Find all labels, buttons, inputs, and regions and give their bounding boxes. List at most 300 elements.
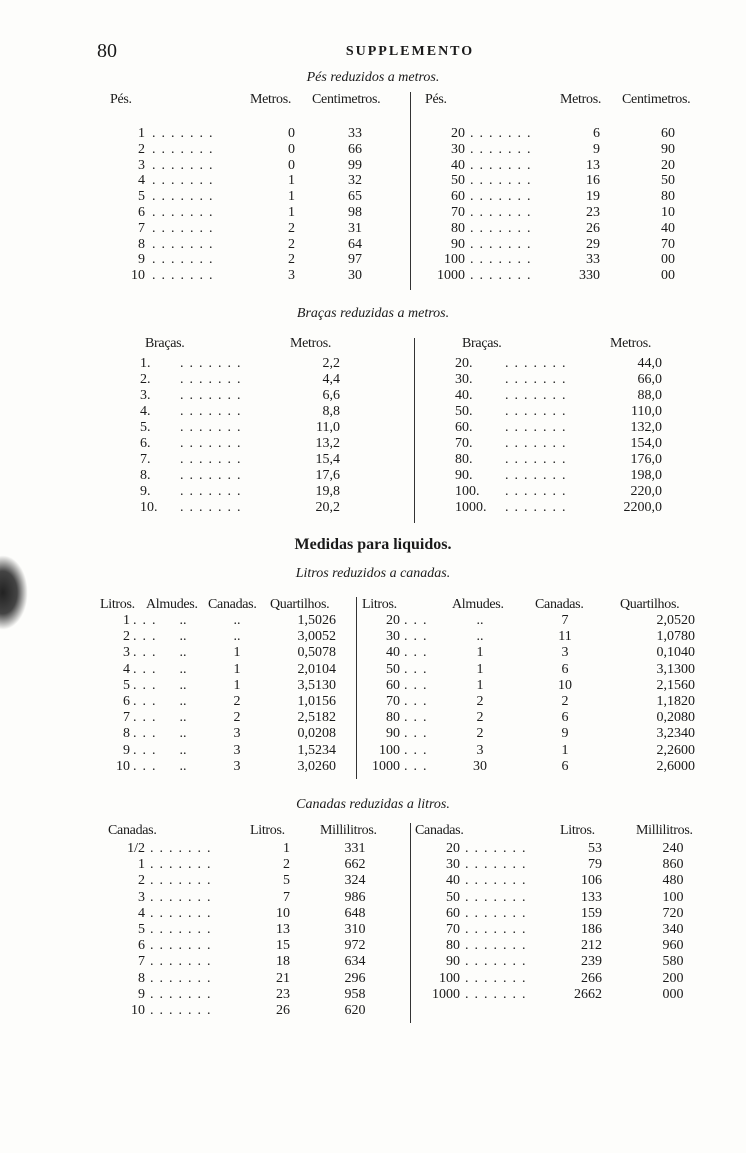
- table-cell: 50: [451, 173, 465, 189]
- table-cell: 132,0: [630, 420, 662, 435]
- table-row: [415, 126, 708, 141]
- leader-dots: .......: [465, 857, 532, 873]
- table-cell: 0,1040: [656, 645, 695, 661]
- column-divider: [410, 92, 411, 290]
- table-row: [100, 613, 336, 628]
- table-cell: 19: [586, 189, 600, 205]
- leader-dots: .......: [150, 905, 217, 921]
- table-cell: 9: [561, 726, 569, 742]
- table-cell: 30: [451, 141, 465, 157]
- table-row: [100, 971, 390, 986]
- table-cell: 26: [586, 220, 600, 236]
- table-cell: 8: [138, 970, 145, 986]
- leader-dots: .......: [150, 1003, 217, 1018]
- table-cell: 4: [123, 661, 130, 677]
- table-cell: 18: [276, 954, 290, 970]
- column-header: Millilitros.: [320, 823, 377, 838]
- table-cell: 23: [276, 986, 290, 1002]
- table-row: [412, 922, 708, 937]
- leader-dots: .......: [465, 889, 532, 905]
- table-cell: 21: [276, 970, 290, 986]
- table-cell: 53: [588, 841, 602, 856]
- table-cell: 720: [662, 905, 684, 921]
- table-cell: 212: [581, 938, 602, 954]
- table-cell: 20: [386, 613, 400, 628]
- table-cell: 239: [581, 954, 602, 970]
- table-cell: 13: [586, 157, 600, 173]
- table-row: [140, 452, 340, 467]
- leader-dots: .......: [152, 268, 219, 284]
- table-cell: 0,5078: [297, 645, 336, 661]
- table-cell: 40: [661, 220, 675, 236]
- table-row: [362, 662, 695, 677]
- table-cell: 30: [473, 758, 487, 774]
- column-divider: [410, 823, 411, 1023]
- table-cell: 2662: [574, 986, 602, 1002]
- table-cell: 10.: [140, 500, 158, 515]
- table-cell: 1: [561, 742, 569, 758]
- leader-dots: .......: [505, 500, 572, 515]
- table-row: [140, 484, 340, 499]
- table-cell: 3: [233, 742, 241, 758]
- table-cell: 19,8: [315, 484, 340, 499]
- table-row: [100, 252, 395, 267]
- table-row: [100, 237, 395, 252]
- leader-dots: .......: [470, 220, 537, 236]
- leader-dots: .......: [152, 141, 219, 157]
- table-cell: 1: [476, 661, 484, 677]
- leader-dots: .......: [180, 452, 247, 467]
- table-cell: 240: [662, 841, 684, 856]
- column-divider: [414, 338, 415, 523]
- table-row: [100, 678, 336, 693]
- table-cell: 44,0: [637, 356, 662, 371]
- table-cell: 5: [138, 922, 145, 937]
- leader-dots: ...: [404, 645, 433, 661]
- table-row: [455, 372, 662, 387]
- table-cell: 7: [138, 220, 145, 236]
- column-header: Quartilhos.: [620, 597, 680, 612]
- table-row: [415, 189, 708, 204]
- table-cell: 2: [283, 857, 290, 873]
- table-row: [362, 645, 695, 660]
- table-row: [100, 1003, 390, 1018]
- leader-dots: .......: [150, 938, 217, 954]
- table-row: [415, 221, 708, 236]
- leader-dots: .......: [150, 857, 217, 873]
- table-cell: 310: [344, 922, 366, 937]
- table-cell: 70: [451, 205, 465, 220]
- table-cell: 662: [344, 857, 366, 873]
- table-cell: 23: [586, 205, 600, 220]
- table-row: [100, 694, 336, 709]
- leader-dots: ...: [404, 677, 433, 693]
- table-row: [455, 484, 662, 499]
- leader-dots: .......: [152, 220, 219, 236]
- table-cell: 3,0260: [297, 758, 336, 774]
- column-header: Almudes.: [452, 597, 504, 612]
- table-row: [100, 873, 390, 888]
- table-cell: ..: [179, 694, 187, 709]
- table-cell: 11: [558, 629, 572, 645]
- table-cell: 10: [558, 677, 572, 693]
- table-cell: 198,0: [630, 468, 662, 483]
- table-cell: 3: [233, 726, 241, 742]
- leader-dots: ...: [404, 694, 433, 709]
- table-cell: 30: [386, 629, 400, 645]
- table-cell: 10: [116, 758, 130, 774]
- table-cell: 2: [288, 220, 295, 236]
- leader-dots: .......: [152, 173, 219, 189]
- table-row: [362, 759, 695, 774]
- table-cell: 15: [276, 938, 290, 954]
- column-header: Almudes.: [146, 597, 198, 612]
- table-row: [100, 759, 336, 774]
- table-row: [362, 726, 695, 741]
- table-cell: 5: [123, 677, 130, 693]
- table-row: [455, 452, 662, 467]
- table-cell: 0,2080: [656, 710, 695, 726]
- table-cell: 3,1300: [656, 661, 695, 677]
- table-cell: 634: [344, 954, 366, 970]
- leader-dots: ...: [404, 629, 433, 645]
- table-cell: 50.: [455, 404, 473, 419]
- table-cell: 2: [288, 252, 295, 268]
- table-row: [362, 743, 695, 758]
- table-cell: 296: [344, 970, 366, 986]
- table-cell: 1000: [432, 986, 460, 1002]
- leader-dots: .......: [470, 126, 537, 141]
- table-row: [415, 173, 708, 188]
- leader-dots: .......: [150, 954, 217, 970]
- column-header: Centimetros.: [312, 92, 381, 107]
- leader-dots: .......: [180, 372, 247, 387]
- table-cell: 79: [588, 857, 602, 873]
- table-cell: 3: [123, 645, 130, 661]
- table-cell: 50: [386, 661, 400, 677]
- table-cell: 1,1820: [656, 694, 695, 709]
- section-title: Medidas para liquidos.: [294, 536, 452, 553]
- table-row: [362, 629, 695, 644]
- table-cell: 30: [348, 268, 362, 284]
- column-header: Litros.: [100, 597, 135, 612]
- table-cell: 186: [581, 922, 602, 937]
- table-row: [100, 629, 336, 644]
- table-row: [100, 662, 336, 677]
- table-cell: ..: [179, 742, 187, 758]
- leader-dots: .......: [505, 484, 572, 499]
- table-cell: 3: [138, 157, 145, 173]
- table-cell: 31: [348, 220, 362, 236]
- table-cell: 10: [131, 268, 145, 284]
- table-row: [362, 678, 695, 693]
- table-cell: 33: [586, 252, 600, 268]
- table-cell: ..: [179, 629, 187, 645]
- table-cell: 6: [593, 126, 600, 141]
- table-cell: 30.: [455, 372, 473, 387]
- table-cell: ..: [233, 613, 241, 628]
- leader-dots: .......: [505, 356, 572, 371]
- table-cell: 2,6000: [656, 758, 695, 774]
- table-cell: 30: [446, 857, 460, 873]
- table-cell: 90.: [455, 468, 473, 483]
- table-row: [100, 645, 336, 660]
- table-cell: 6: [561, 661, 569, 677]
- table-cell: 60: [446, 905, 460, 921]
- table-cell: 331: [344, 841, 366, 856]
- table-cell: 972: [344, 938, 366, 954]
- column-header: Canadas.: [415, 823, 464, 838]
- table-cell: 1000.: [455, 500, 487, 515]
- table-row: [100, 126, 395, 141]
- table-cell: 2: [123, 629, 130, 645]
- leader-dots: .......: [465, 922, 532, 937]
- leader-dots: .......: [505, 372, 572, 387]
- leader-dots: .......: [470, 189, 537, 205]
- column-header: Pés.: [110, 92, 132, 107]
- leader-dots: ...: [404, 661, 433, 677]
- table-cell: 133: [581, 889, 602, 905]
- table-cell: 40.: [455, 388, 473, 403]
- table-cell: 1000: [437, 268, 465, 284]
- table-cell: 20,2: [315, 500, 340, 515]
- table-row: [100, 890, 390, 905]
- table-cell: 1000: [372, 758, 400, 774]
- table-cell: 10: [131, 1003, 145, 1018]
- leader-dots: .......: [152, 205, 219, 220]
- caption-bracas: Braças reduzidas a metros.: [296, 306, 450, 321]
- leader-dots: .......: [505, 388, 572, 403]
- table-cell: 65: [348, 189, 362, 205]
- table-cell: 17,6: [315, 468, 340, 483]
- table-cell: 20: [661, 157, 675, 173]
- table-cell: 110,0: [631, 404, 662, 419]
- table-cell: ..: [179, 661, 187, 677]
- leader-dots: .......: [180, 484, 247, 499]
- column-header: Litros.: [250, 823, 285, 838]
- table-cell: 4.: [140, 404, 151, 419]
- leader-dots: .......: [152, 126, 219, 141]
- table-cell: 3,0052: [297, 629, 336, 645]
- table-cell: 8: [123, 726, 130, 742]
- table-cell: 4,4: [322, 372, 340, 387]
- caption-canadas: Canadas reduzidas a litros.: [296, 797, 450, 812]
- table-cell: 50: [446, 889, 460, 905]
- table-cell: ..: [179, 758, 187, 774]
- leader-dots: .......: [470, 157, 537, 173]
- table-cell: 3.: [140, 388, 151, 403]
- table-row: [455, 500, 662, 515]
- table-cell: 1: [138, 857, 145, 873]
- table-cell: 7: [123, 710, 130, 726]
- leader-dots: .......: [180, 500, 247, 515]
- table-cell: 88,0: [637, 388, 662, 403]
- table-row: [412, 954, 708, 969]
- table-row: [100, 906, 390, 921]
- table-cell: 1: [283, 841, 290, 856]
- leader-dots: .......: [152, 236, 219, 252]
- leader-dots: .......: [505, 452, 572, 467]
- column-header: Metros.: [560, 92, 602, 107]
- leader-dots: .......: [180, 468, 247, 483]
- table-cell: 480: [662, 873, 684, 889]
- leader-dots: .......: [465, 841, 532, 856]
- table-cell: 1,0780: [656, 629, 695, 645]
- table-cell: 8: [138, 236, 145, 252]
- table-cell: 6,6: [322, 388, 340, 403]
- column-header: Pés.: [425, 92, 447, 107]
- table-row: [415, 252, 708, 267]
- table-cell: 6: [561, 758, 569, 774]
- leader-dots: .......: [465, 986, 532, 1002]
- leader-dots: .......: [505, 436, 572, 451]
- table-cell: 15,4: [315, 452, 340, 467]
- running-head: SUPPLEMENTO: [345, 44, 475, 59]
- column-header: Litros.: [560, 823, 595, 838]
- table-row: [100, 954, 390, 969]
- table-cell: 4: [138, 905, 145, 921]
- column-header: Canadas.: [208, 597, 257, 612]
- table-cell: 00: [661, 268, 675, 284]
- table-cell: 64: [348, 236, 362, 252]
- table-cell: 3: [288, 268, 295, 284]
- leader-dots: ...: [404, 726, 433, 742]
- leader-dots: .......: [465, 970, 532, 986]
- table-cell: 7: [283, 889, 290, 905]
- table-cell: 66: [348, 141, 362, 157]
- table-cell: 9: [123, 742, 130, 758]
- table-cell: 7.: [140, 452, 151, 467]
- table-cell: 960: [662, 938, 684, 954]
- table-cell: 10: [276, 905, 290, 921]
- table-row: [100, 938, 390, 953]
- table-cell: 2200,0: [623, 500, 662, 515]
- table-row: [415, 237, 708, 252]
- table-cell: 3: [476, 742, 484, 758]
- table-cell: 3: [233, 758, 241, 774]
- leader-dots: .......: [152, 252, 219, 268]
- table-cell: 000: [662, 986, 684, 1002]
- leader-dots: ...: [133, 742, 162, 758]
- leader-dots: .......: [470, 205, 537, 220]
- table-cell: ..: [179, 613, 187, 628]
- table-cell: 40: [386, 645, 400, 661]
- leader-dots: .......: [180, 356, 247, 371]
- leader-dots: .......: [465, 873, 532, 889]
- table-cell: 70: [661, 236, 675, 252]
- ink-blot: [0, 555, 28, 630]
- leader-dots: ...: [404, 758, 433, 774]
- table-cell: 1,0156: [297, 694, 336, 709]
- leader-dots: .......: [180, 436, 247, 451]
- column-header: Braças.: [145, 336, 185, 351]
- table-cell: 1: [233, 661, 241, 677]
- table-cell: 2: [476, 726, 484, 742]
- table-cell: 90: [446, 954, 460, 970]
- leader-dots: .......: [505, 404, 572, 419]
- leader-dots: ...: [133, 613, 162, 628]
- table-row: [412, 971, 708, 986]
- table-cell: 11,0: [316, 420, 340, 435]
- table-cell: ..: [179, 645, 187, 661]
- leader-dots: .......: [150, 970, 217, 986]
- table-cell: ..: [179, 677, 187, 693]
- table-row: [100, 710, 336, 725]
- table-cell: 5: [283, 873, 290, 889]
- column-divider: [356, 597, 357, 779]
- table-cell: 50: [661, 173, 675, 189]
- caption-litros: Litros reduzidos a canadas.: [295, 566, 451, 581]
- table-row: [100, 142, 395, 157]
- leader-dots: .......: [150, 873, 217, 889]
- table-cell: 60: [661, 126, 675, 141]
- table-cell: 154,0: [630, 436, 662, 451]
- table-cell: ..: [179, 710, 187, 726]
- leader-dots: .......: [465, 954, 532, 970]
- table-cell: ..: [476, 629, 484, 645]
- table-cell: 0: [288, 157, 295, 173]
- leader-dots: .......: [180, 420, 247, 435]
- leader-dots: ...: [133, 645, 162, 661]
- table-cell: 100: [439, 970, 460, 986]
- table-cell: 1.: [140, 356, 151, 371]
- column-header: Metros.: [250, 92, 292, 107]
- table-cell: 90: [451, 236, 465, 252]
- leader-dots: .......: [152, 189, 219, 205]
- table-row: [412, 841, 708, 856]
- table-cell: 70: [386, 694, 400, 709]
- leader-dots: .......: [470, 252, 537, 268]
- table-row: [455, 420, 662, 435]
- table-cell: 3: [138, 889, 145, 905]
- table-cell: 60: [386, 677, 400, 693]
- leader-dots: .......: [470, 141, 537, 157]
- leader-dots: .......: [150, 922, 217, 937]
- table-cell: 60: [451, 189, 465, 205]
- table-row: [100, 857, 390, 872]
- leader-dots: .......: [505, 468, 572, 483]
- leader-dots: .......: [180, 404, 247, 419]
- table-cell: 10: [661, 205, 675, 220]
- column-header: Millilitros.: [636, 823, 693, 838]
- table-row: [100, 841, 390, 856]
- table-cell: 986: [344, 889, 366, 905]
- leader-dots: .......: [465, 905, 532, 921]
- table-row: [100, 158, 395, 173]
- table-cell: 1: [476, 677, 484, 693]
- table-cell: 33: [348, 126, 362, 141]
- table-cell: 9.: [140, 484, 151, 499]
- table-cell: 2,5182: [297, 710, 336, 726]
- table-row: [140, 372, 340, 387]
- table-row: [362, 710, 695, 725]
- table-cell: 0: [288, 141, 295, 157]
- table-cell: 20: [446, 841, 460, 856]
- table-cell: 80: [451, 220, 465, 236]
- table-cell: 220,0: [630, 484, 662, 499]
- table-cell: 1: [288, 173, 295, 189]
- table-cell: 1,5026: [297, 613, 336, 628]
- table-cell: 6: [138, 205, 145, 220]
- leader-dots: .......: [152, 157, 219, 173]
- column-header: Metros.: [610, 336, 652, 351]
- table-cell: 60.: [455, 420, 473, 435]
- column-header: Litros.: [362, 597, 397, 612]
- table-cell: ..: [476, 613, 484, 628]
- table-cell: 5: [138, 189, 145, 205]
- table-cell: 1,5234: [297, 742, 336, 758]
- table-cell: 8.: [140, 468, 151, 483]
